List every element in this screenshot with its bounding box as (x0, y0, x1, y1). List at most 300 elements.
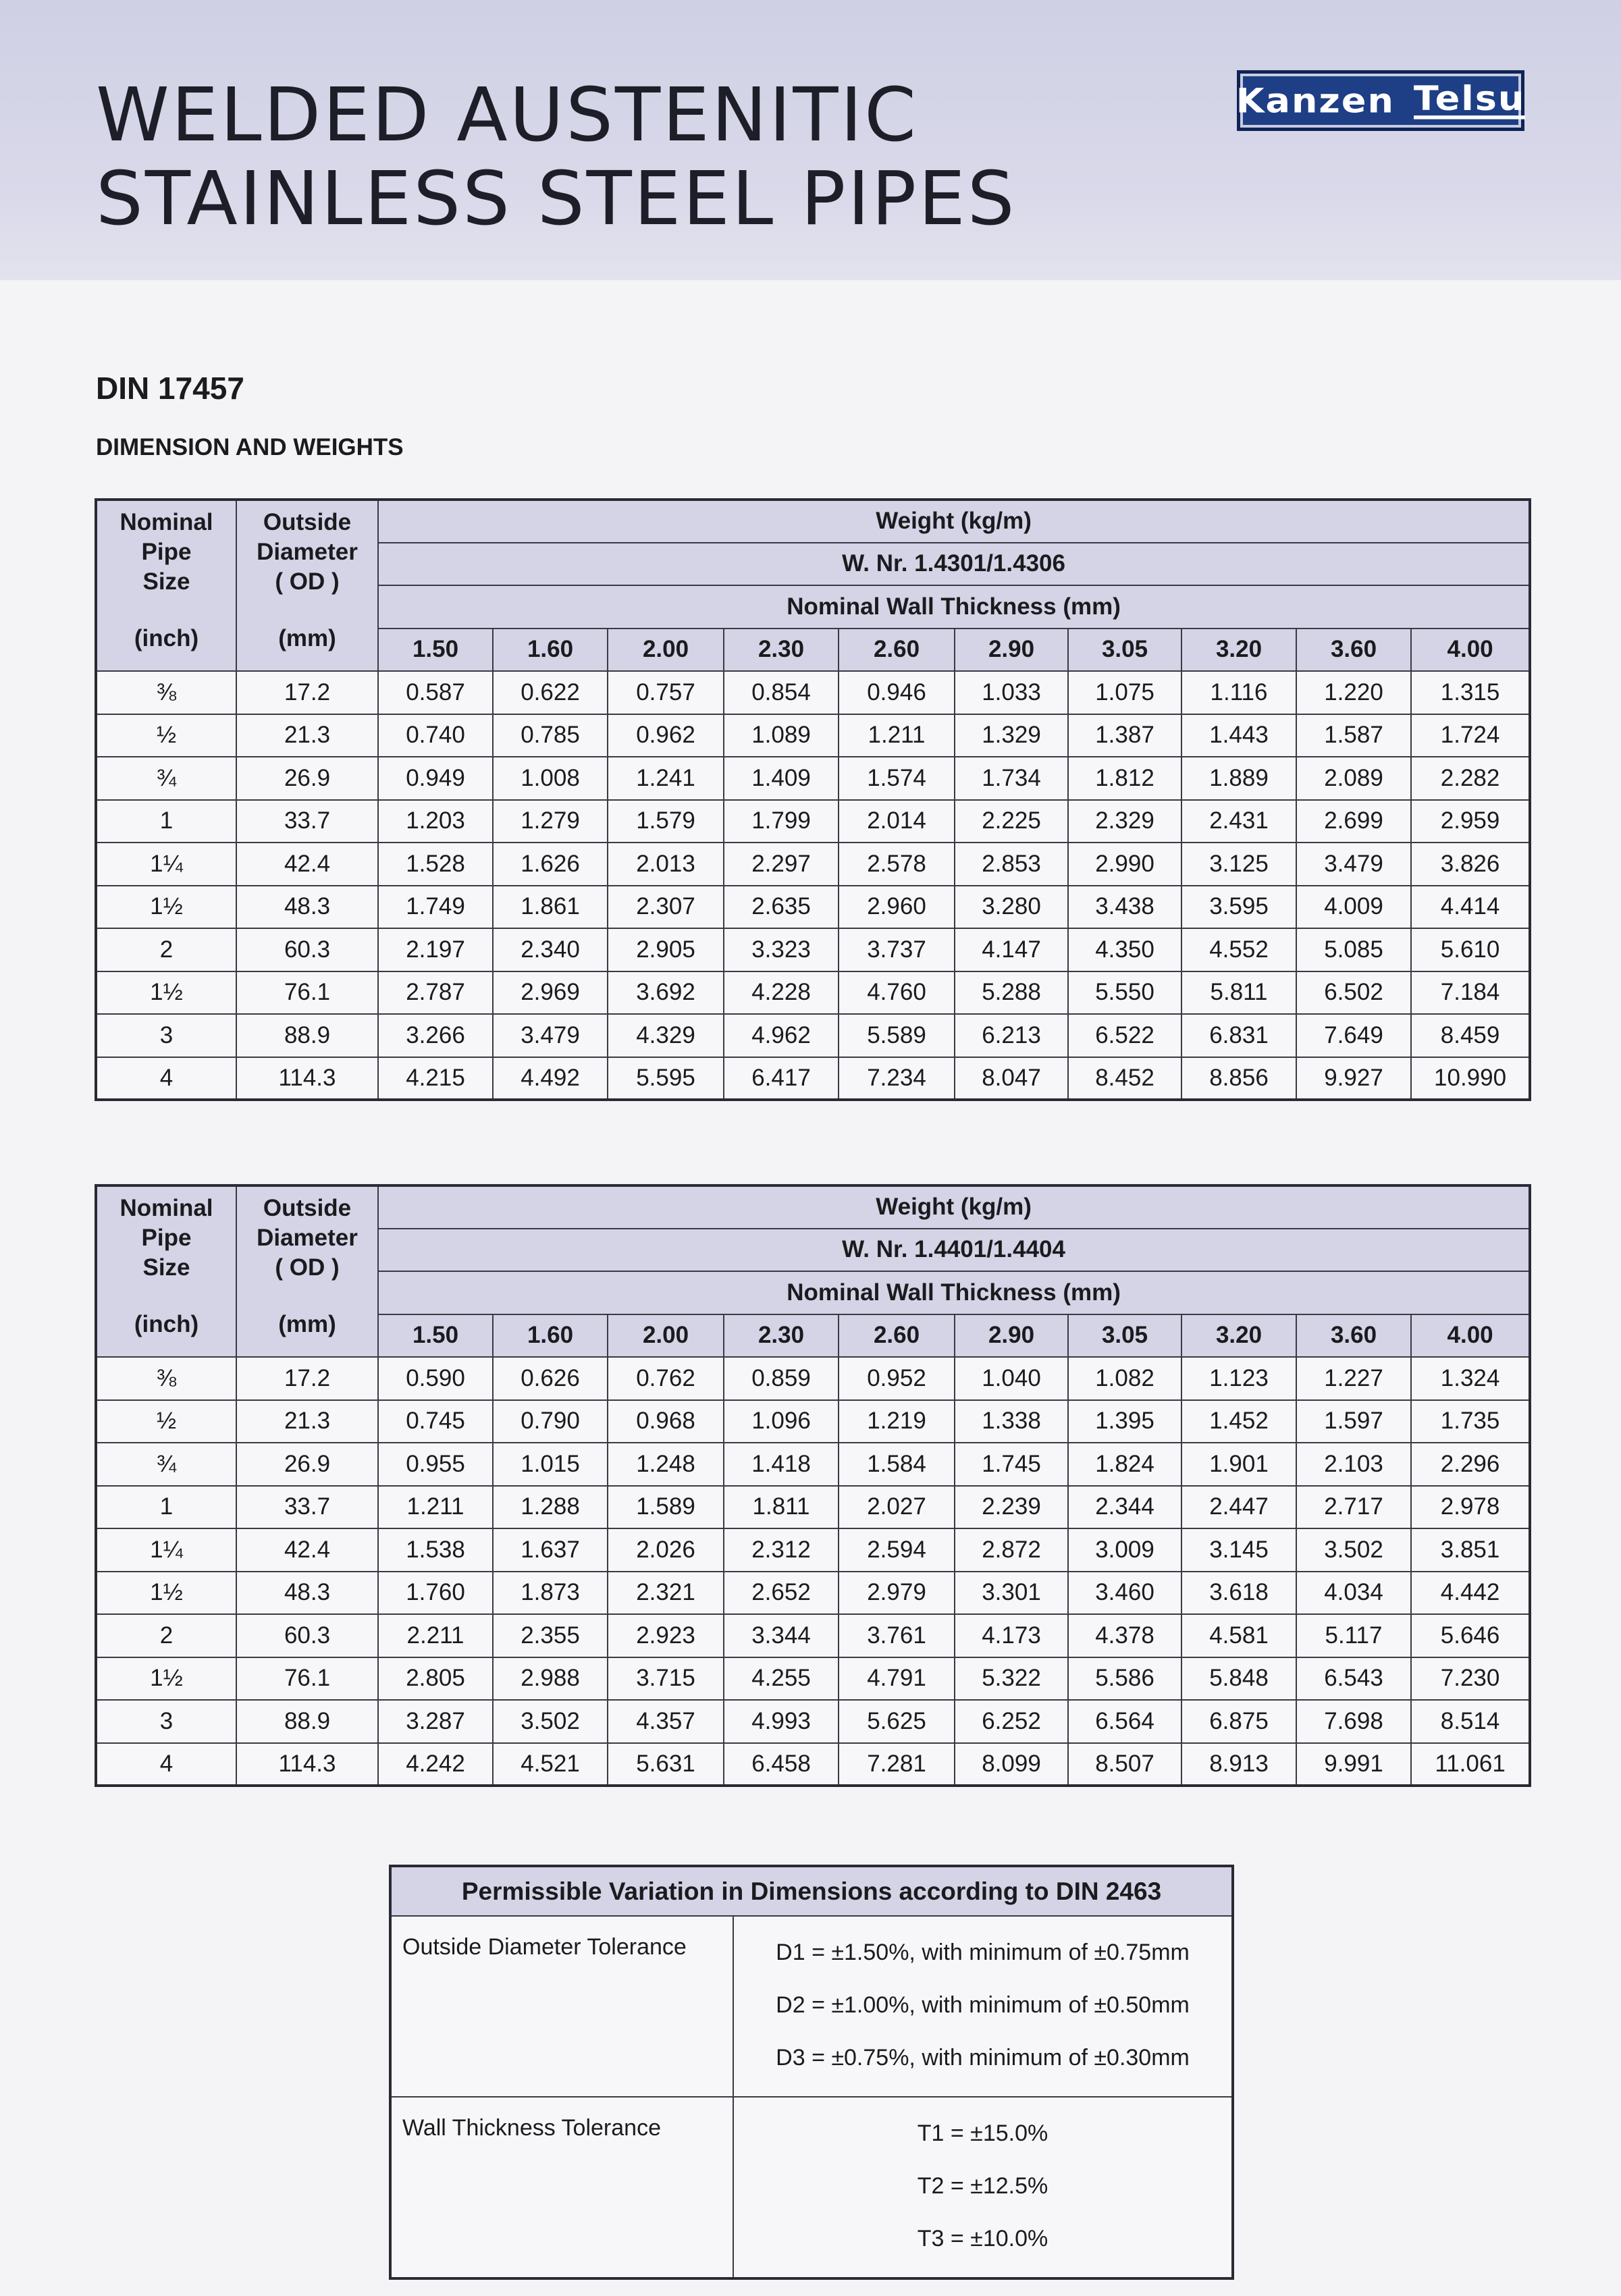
weight-cell: 6.252 (955, 1700, 1068, 1743)
weight-cell: 4.147 (955, 928, 1068, 971)
thickness-cell: 4.00 (1411, 629, 1530, 672)
weight-cell: 1.096 (724, 1400, 839, 1443)
nps-cell: ⅜ (96, 671, 236, 714)
weight-cell: 2.578 (839, 843, 955, 886)
weight-cell: 1.824 (1068, 1443, 1181, 1486)
od-cell: 26.9 (236, 1443, 378, 1486)
weight-cell: 2.355 (493, 1614, 608, 1657)
tolerance-title: Permissible Variation in Dimensions according to DIN 2463 (390, 1866, 1233, 1916)
thickness-cell: 3.05 (1068, 1314, 1181, 1358)
standard-subtitle: DIMENSION AND WEIGHTS (96, 434, 404, 460)
weight-cell: 4.552 (1181, 928, 1296, 971)
wall-tolerance-value: T2 = ±12.5% (917, 2173, 1048, 2199)
thickness-cell: 2.60 (839, 1314, 955, 1358)
nps-cell: 3 (96, 1700, 236, 1743)
weight-cell: 2.282 (1411, 757, 1530, 800)
weight-cell: 6.522 (1068, 1014, 1181, 1057)
weight-cell: 8.047 (955, 1057, 1068, 1100)
weight-cell: 1.749 (378, 886, 493, 929)
weight-cell: 2.853 (955, 843, 1068, 886)
nps-cell: ¾ (96, 757, 236, 800)
od-tolerance-value: D3 = ±0.75%, with minimum of ±0.30mm (776, 2045, 1190, 2071)
weight-cell: 1.116 (1181, 671, 1296, 714)
weight-cell: 1.418 (724, 1443, 839, 1486)
wall-tolerance-values (733, 2097, 1233, 2278)
weight-cell: 4.357 (608, 1700, 724, 1743)
weight-cell: 7.230 (1411, 1657, 1530, 1701)
table-row (96, 1700, 1530, 1743)
od-cell: 88.9 (236, 1014, 378, 1057)
weight-cell: 5.848 (1181, 1657, 1296, 1701)
weight-cell: 5.288 (955, 971, 1068, 1015)
nps-cell: 2 (96, 928, 236, 971)
od-cell: 60.3 (236, 1614, 378, 1657)
weight-cell: 3.323 (724, 928, 839, 971)
thickness-cell: 2.60 (839, 629, 955, 672)
table-row (96, 843, 1530, 886)
nps-cell: 1½ (96, 971, 236, 1015)
weight-cell: 2.699 (1296, 800, 1411, 843)
od-cell: 26.9 (236, 757, 378, 800)
od-cell: 42.4 (236, 1528, 378, 1572)
weight-cell: 1.799 (724, 800, 839, 843)
weight-cell: 1.584 (839, 1443, 955, 1486)
weight-cell: 1.587 (1296, 714, 1411, 757)
weight-cell: 1.812 (1068, 757, 1181, 800)
weight-cell: 3.287 (378, 1700, 493, 1743)
weight-cell: 1.288 (493, 1486, 608, 1529)
weight-cell: 3.479 (1296, 843, 1411, 886)
weight-cell: 0.790 (493, 1400, 608, 1443)
table-row (96, 714, 1530, 757)
weight-cell: 9.991 (1296, 1743, 1411, 1786)
weight-cell: 6.417 (724, 1057, 839, 1100)
thickness-cell: 2.30 (724, 1314, 839, 1358)
weight-cell: 0.740 (378, 714, 493, 757)
weight-cell: 2.197 (378, 928, 493, 971)
weight-cell: 6.213 (955, 1014, 1068, 1057)
weight-cell: 0.949 (378, 757, 493, 800)
nps-cell: 2 (96, 1614, 236, 1657)
weight-cell: 0.590 (378, 1357, 493, 1400)
weight-cell: 0.968 (608, 1400, 724, 1443)
material-header: W. Nr. 1.4301/1.4306 (378, 543, 1530, 586)
weight-cell: 2.431 (1181, 800, 1296, 843)
nps-cell: 1½ (96, 1657, 236, 1701)
weight-cell: 5.586 (1068, 1657, 1181, 1701)
nps-header: Nominal Pipe Size (inch) (96, 1185, 236, 1357)
od-cell: 21.3 (236, 714, 378, 757)
weight-cell: 1.040 (955, 1357, 1068, 1400)
nps-cell: 3 (96, 1014, 236, 1057)
weight-cell: 2.923 (608, 1614, 724, 1657)
weight-cell: 2.959 (1411, 800, 1530, 843)
thickness-cell: 2.90 (955, 629, 1068, 672)
thickness-cell: 2.90 (955, 1314, 1068, 1358)
weight-cell: 1.248 (608, 1443, 724, 1486)
weight-cell: 2.988 (493, 1657, 608, 1701)
weight-cell: 2.329 (1068, 800, 1181, 843)
weight-cell: 1.724 (1411, 714, 1530, 757)
weight-cell: 2.225 (955, 800, 1068, 843)
weight-cell: 1.889 (1181, 757, 1296, 800)
weight-cell: 1.637 (493, 1528, 608, 1572)
weight-cell: 5.646 (1411, 1614, 1530, 1657)
weight-cell: 8.452 (1068, 1057, 1181, 1100)
weight-cell: 4.993 (724, 1700, 839, 1743)
weight-cell: 1.089 (724, 714, 839, 757)
weight-cell: 2.805 (378, 1657, 493, 1701)
od-cell: 33.7 (236, 1486, 378, 1529)
weight-cell: 2.635 (724, 886, 839, 929)
weight-cell: 0.587 (378, 671, 493, 714)
title-line-2: STAINLESS STEEL PIPES (96, 155, 1017, 242)
weight-cell: 2.297 (724, 843, 839, 886)
od-tolerance-values (733, 1916, 1233, 2097)
weight-cell: 2.013 (608, 843, 724, 886)
weight-cell: 11.061 (1411, 1743, 1530, 1786)
weight-cell: 2.344 (1068, 1486, 1181, 1529)
weight-cell: 4.215 (378, 1057, 493, 1100)
weight-cell: 8.459 (1411, 1014, 1530, 1057)
weight-cell: 5.610 (1411, 928, 1530, 971)
table-row (96, 928, 1530, 971)
logo-word-1: Kanzen (1235, 81, 1395, 120)
weight-cell: 2.027 (839, 1486, 955, 1529)
weight-cell: 1.760 (378, 1572, 493, 1615)
weight-cell: 3.344 (724, 1614, 839, 1657)
nps-cell: ⅜ (96, 1357, 236, 1400)
thickness-cell: 3.05 (1068, 629, 1181, 672)
thickness-cell: 3.20 (1181, 629, 1296, 672)
weight-cell: 1.203 (378, 800, 493, 843)
weight-cell: 5.085 (1296, 928, 1411, 971)
weight-cell: 3.618 (1181, 1572, 1296, 1615)
weight-cell: 3.502 (1296, 1528, 1411, 1572)
table-row (96, 1443, 1530, 1486)
weight-cell: 7.698 (1296, 1700, 1411, 1743)
weight-cell: 2.969 (493, 971, 608, 1015)
weight-cell: 2.717 (1296, 1486, 1411, 1529)
nps-cell: ¾ (96, 1443, 236, 1486)
weight-cell: 0.745 (378, 1400, 493, 1443)
weight-cell: 2.103 (1296, 1443, 1411, 1486)
weight-cell: 7.649 (1296, 1014, 1411, 1057)
weight-cell: 0.757 (608, 671, 724, 714)
thickness-cell: 2.30 (724, 629, 839, 672)
weight-cell: 4.442 (1411, 1572, 1530, 1615)
table-row (96, 1357, 1530, 1400)
weight-cell: 7.281 (839, 1743, 955, 1786)
page-title (96, 73, 1017, 240)
thickness-cell: 1.50 (378, 629, 493, 672)
weight-cell: 2.089 (1296, 757, 1411, 800)
wall-thickness-header: Nominal Wall Thickness (mm) (378, 1271, 1530, 1314)
table-row (96, 886, 1530, 929)
od-cell: 60.3 (236, 928, 378, 971)
table-row (96, 971, 1530, 1015)
table-row (96, 1014, 1530, 1057)
weight-cell: 2.296 (1411, 1443, 1530, 1486)
weight-cell: 2.340 (493, 928, 608, 971)
weight-cell: 3.145 (1181, 1528, 1296, 1572)
logo-word-2: Telsu (1413, 78, 1526, 118)
weight-cell: 2.594 (839, 1528, 955, 1572)
weight-cell: 8.099 (955, 1743, 1068, 1786)
weight-header: Weight (kg/m) (378, 500, 1530, 543)
weight-cell: 4.521 (493, 1743, 608, 1786)
weight-cell: 3.460 (1068, 1572, 1181, 1615)
thickness-cell: 1.60 (493, 629, 608, 672)
weight-cell: 1.082 (1068, 1357, 1181, 1400)
weight-cell: 3.009 (1068, 1528, 1181, 1572)
standard-code: DIN 17457 (96, 371, 244, 406)
thickness-cell: 3.60 (1296, 1314, 1411, 1358)
weight-cell: 1.227 (1296, 1357, 1411, 1400)
weight-cell: 1.219 (839, 1400, 955, 1443)
nps-cell: 1½ (96, 886, 236, 929)
weight-cell: 3.692 (608, 971, 724, 1015)
weight-cell: 4.492 (493, 1057, 608, 1100)
nps-cell: ½ (96, 714, 236, 757)
weight-cell: 2.990 (1068, 843, 1181, 886)
weight-cell: 0.946 (839, 671, 955, 714)
weight-cell: 0.622 (493, 671, 608, 714)
weight-cell: 1.395 (1068, 1400, 1181, 1443)
od-cell: 114.3 (236, 1743, 378, 1786)
table-row (96, 1400, 1530, 1443)
weight-cell: 8.913 (1181, 1743, 1296, 1786)
material-header: W. Nr. 1.4401/1.4404 (378, 1229, 1530, 1272)
weight-cell: 2.872 (955, 1528, 1068, 1572)
table-row (96, 1614, 1530, 1657)
thickness-cell: 3.60 (1296, 629, 1411, 672)
weight-cell: 5.595 (608, 1057, 724, 1100)
weight-cell: 1.220 (1296, 671, 1411, 714)
weight-cell: 5.322 (955, 1657, 1068, 1701)
table-row (96, 800, 1530, 843)
weight-cell: 4.350 (1068, 928, 1181, 971)
weight-cell: 5.631 (608, 1743, 724, 1786)
weight-cell: 1.075 (1068, 671, 1181, 714)
weight-cell: 3.595 (1181, 886, 1296, 929)
table-row (96, 1057, 1530, 1100)
weight-cell: 3.125 (1181, 843, 1296, 886)
weight-cell: 1.735 (1411, 1400, 1530, 1443)
nps-cell: 1 (96, 1486, 236, 1529)
weight-cell: 8.514 (1411, 1700, 1530, 1743)
weight-cell: 6.458 (724, 1743, 839, 1786)
weight-cell: 2.321 (608, 1572, 724, 1615)
weight-cell: 2.307 (608, 886, 724, 929)
weight-table-1 (95, 498, 1531, 1101)
weight-cell: 1.015 (493, 1443, 608, 1486)
weight-cell: 4.228 (724, 971, 839, 1015)
weight-cell: 3.502 (493, 1700, 608, 1743)
weight-cell: 5.589 (839, 1014, 955, 1057)
od-cell: 21.3 (236, 1400, 378, 1443)
weight-cell: 5.625 (839, 1700, 955, 1743)
weight-cell: 4.329 (608, 1014, 724, 1057)
weight-cell: 3.280 (955, 886, 1068, 929)
thickness-cell: 4.00 (1411, 1314, 1530, 1358)
table-row (96, 1743, 1530, 1786)
nps-cell: 4 (96, 1057, 236, 1100)
weight-cell: 0.955 (378, 1443, 493, 1486)
weight-cell: 2.978 (1411, 1486, 1530, 1529)
table-row (96, 1528, 1530, 1572)
weight-cell: 1.387 (1068, 714, 1181, 757)
wall-tolerance-label: Wall Thickness Tolerance (390, 2097, 733, 2278)
weight-cell: 2.211 (378, 1614, 493, 1657)
weight-cell: 1.538 (378, 1528, 493, 1572)
weight-cell: 5.550 (1068, 971, 1181, 1015)
weight-cell: 3.761 (839, 1614, 955, 1657)
weight-cell: 3.479 (493, 1014, 608, 1057)
od-header: Outside Diameter ( OD ) (mm) (236, 500, 378, 671)
weight-cell: 6.502 (1296, 971, 1411, 1015)
weight-cell: 7.234 (839, 1057, 955, 1100)
weight-cell: 1.324 (1411, 1357, 1530, 1400)
wall-tolerance-value: T1 = ±15.0% (917, 2120, 1048, 2146)
nps-header: Nominal Pipe Size (inch) (96, 500, 236, 671)
weight-cell: 2.960 (839, 886, 955, 929)
weight-cell: 0.785 (493, 714, 608, 757)
title-line-1: WELDED AUSTENITIC (96, 72, 918, 158)
nps-cell: 4 (96, 1743, 236, 1786)
weight-cell: 3.266 (378, 1014, 493, 1057)
table-row (96, 1572, 1530, 1615)
weight-cell: 1.241 (608, 757, 724, 800)
weight-cell: 2.239 (955, 1486, 1068, 1529)
thickness-cell: 1.60 (493, 1314, 608, 1358)
brand-logo (1237, 70, 1524, 131)
weight-cell: 8.507 (1068, 1743, 1181, 1786)
nps-cell: 1 (96, 800, 236, 843)
weight-cell: 4.760 (839, 971, 955, 1015)
weight-cell: 6.875 (1181, 1700, 1296, 1743)
wall-tolerance-value: T3 = ±10.0% (917, 2226, 1048, 2251)
thickness-cell: 1.50 (378, 1314, 493, 1358)
weight-cell: 1.811 (724, 1486, 839, 1529)
weight-cell: 6.564 (1068, 1700, 1181, 1743)
od-cell: 48.3 (236, 886, 378, 929)
od-cell: 88.9 (236, 1700, 378, 1743)
weight-cell: 4.034 (1296, 1572, 1411, 1615)
weight-cell: 4.414 (1411, 886, 1530, 929)
thickness-cell: 3.20 (1181, 1314, 1296, 1358)
od-cell: 17.2 (236, 1357, 378, 1400)
weight-cell: 1.443 (1181, 714, 1296, 757)
weight-cell: 1.123 (1181, 1357, 1296, 1400)
weight-cell: 2.905 (608, 928, 724, 971)
nps-cell: 1¼ (96, 843, 236, 886)
weight-cell: 4.581 (1181, 1614, 1296, 1657)
weight-cell: 1.579 (608, 800, 724, 843)
weight-cell: 0.854 (724, 671, 839, 714)
weight-cell: 2.026 (608, 1528, 724, 1572)
od-cell: 76.1 (236, 971, 378, 1015)
weight-cell: 9.927 (1296, 1057, 1411, 1100)
weight-cell: 2.447 (1181, 1486, 1296, 1529)
weight-cell: 2.652 (724, 1572, 839, 1615)
weight-cell: 3.737 (839, 928, 955, 971)
weight-cell: 2.787 (378, 971, 493, 1015)
od-tolerance-value: D1 = ±1.50%, with minimum of ±0.75mm (776, 1940, 1190, 1965)
weight-table-2 (95, 1184, 1531, 1787)
weight-cell: 1.901 (1181, 1443, 1296, 1486)
weight-cell: 1.734 (955, 757, 1068, 800)
od-cell: 48.3 (236, 1572, 378, 1615)
weight-cell: 3.826 (1411, 843, 1530, 886)
weight-cell: 1.409 (724, 757, 839, 800)
weight-cell: 1.528 (378, 843, 493, 886)
od-cell: 76.1 (236, 1657, 378, 1701)
nps-cell: ½ (96, 1400, 236, 1443)
weight-cell: 6.831 (1181, 1014, 1296, 1057)
weight-cell: 4.255 (724, 1657, 839, 1701)
thickness-cell: 2.00 (608, 1314, 724, 1358)
weight-cell: 2.312 (724, 1528, 839, 1572)
od-cell: 17.2 (236, 671, 378, 714)
weight-cell: 1.315 (1411, 671, 1530, 714)
weight-cell: 5.117 (1296, 1614, 1411, 1657)
weight-cell: 1.452 (1181, 1400, 1296, 1443)
weight-cell: 1.211 (839, 714, 955, 757)
od-tolerance-value: D2 = ±1.00%, with minimum of ±0.50mm (776, 1992, 1190, 2018)
weight-cell: 3.715 (608, 1657, 724, 1701)
weight-cell: 1.873 (493, 1572, 608, 1615)
table-row (96, 1486, 1530, 1529)
weight-cell: 2.014 (839, 800, 955, 843)
weight-cell: 1.597 (1296, 1400, 1411, 1443)
weight-cell: 4.962 (724, 1014, 839, 1057)
weight-cell: 4.791 (839, 1657, 955, 1701)
weight-cell: 1.626 (493, 843, 608, 886)
table-row (96, 757, 1530, 800)
od-header: Outside Diameter ( OD ) (mm) (236, 1185, 378, 1357)
od-cell: 42.4 (236, 843, 378, 886)
nps-cell: 1¼ (96, 1528, 236, 1572)
nps-cell: 1½ (96, 1572, 236, 1615)
weight-cell: 8.856 (1181, 1057, 1296, 1100)
wall-thickness-header: Nominal Wall Thickness (mm) (378, 585, 1530, 629)
weight-cell: 4.378 (1068, 1614, 1181, 1657)
weight-cell: 1.279 (493, 800, 608, 843)
weight-cell: 1.008 (493, 757, 608, 800)
weight-cell: 1.745 (955, 1443, 1068, 1486)
weight-header: Weight (kg/m) (378, 1185, 1530, 1229)
od-cell: 33.7 (236, 800, 378, 843)
weight-cell: 0.762 (608, 1357, 724, 1400)
weight-cell: 7.184 (1411, 971, 1530, 1015)
weight-cell: 6.543 (1296, 1657, 1411, 1701)
table-row (96, 1657, 1530, 1701)
od-tolerance-label: Outside Diameter Tolerance (390, 1916, 733, 2097)
weight-cell: 10.990 (1411, 1057, 1530, 1100)
tolerance-table (389, 1865, 1234, 2280)
weight-cell: 1.574 (839, 757, 955, 800)
weight-cell: 3.301 (955, 1572, 1068, 1615)
weight-cell: 1.033 (955, 671, 1068, 714)
weight-cell: 3.438 (1068, 886, 1181, 929)
weight-cell: 2.979 (839, 1572, 955, 1615)
weight-cell: 4.173 (955, 1614, 1068, 1657)
weight-cell: 1.589 (608, 1486, 724, 1529)
weight-cell: 5.811 (1181, 971, 1296, 1015)
thickness-cell: 2.00 (608, 629, 724, 672)
table-row (96, 671, 1530, 714)
